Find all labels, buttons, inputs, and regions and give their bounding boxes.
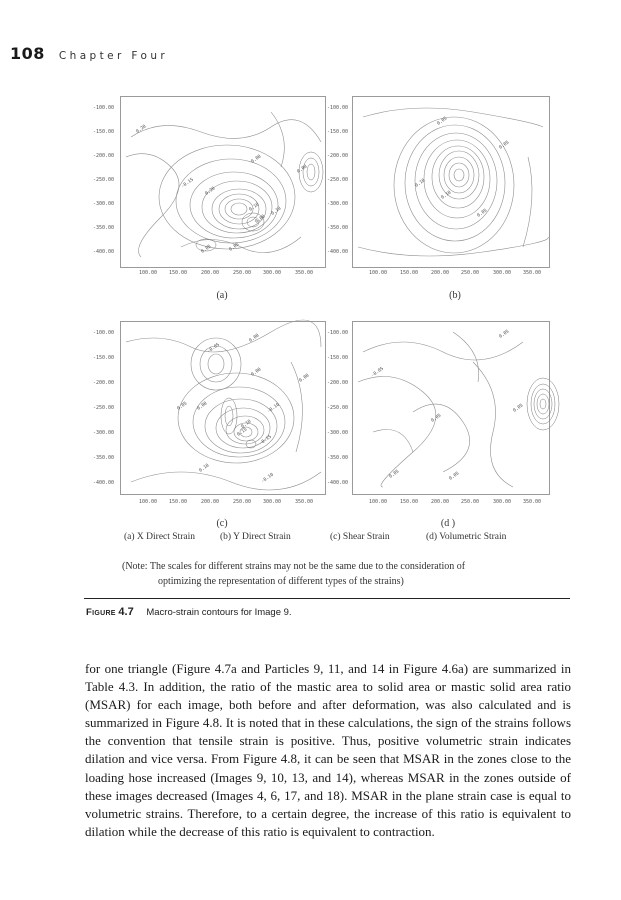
running-header: [10, 44, 168, 64]
x-tick-label: 100.00: [368, 270, 388, 276]
contour-label: 0.05: [436, 116, 449, 127]
contour-label: 0.10: [440, 190, 453, 201]
contour-plot-b: [327, 96, 550, 268]
y-tick-label: -200.00: [93, 153, 115, 159]
contour-label: 0.10: [270, 206, 283, 217]
y-tick-label: -300.00: [327, 201, 349, 207]
x-tick-label: 150.00: [399, 499, 419, 505]
y-tick-label: -250.00: [327, 405, 349, 411]
y-tick-label: -300.00: [93, 201, 115, 207]
y-tick-label: -250.00: [327, 177, 349, 183]
figure-note: [122, 559, 562, 589]
contour-label: 0.05: [200, 244, 213, 255]
contour-label: 0.20: [204, 186, 217, 197]
contour-label: 0.10: [240, 419, 253, 430]
x-tick-label: 300.00: [492, 270, 512, 276]
contour-label: -0.10: [266, 402, 281, 415]
y-tick-label: -400.00: [93, 249, 115, 255]
figure-number: 4.7: [118, 606, 134, 618]
x-tick-label: 100.00: [138, 499, 158, 505]
y-tick-label: -200.00: [93, 380, 115, 386]
x-tick-label: 100.00: [368, 499, 388, 505]
x-tick-label: 200.00: [430, 270, 450, 276]
x-axis-d: [352, 499, 548, 507]
contour-label: -0.05: [206, 342, 221, 355]
panel-caption-c: (c): [216, 518, 228, 529]
contour-label: 0.05: [228, 242, 241, 253]
contour-label: 0.10: [414, 178, 427, 189]
note-line-2: optimizing the representation of different types of the strains): [158, 576, 404, 587]
panel-caption-d: (d ): [440, 518, 456, 529]
contour-label: 0.05: [476, 208, 489, 219]
contour-label: 0.05: [512, 403, 525, 414]
y-tick-label: -100.00: [93, 105, 115, 111]
y-tick-label: -150.00: [93, 129, 115, 135]
y-tick-label: -150.00: [327, 355, 349, 361]
legend-item-a: (a) X Direct Strain: [124, 532, 195, 542]
x-tick-label: 200.00: [200, 499, 220, 505]
x-tick-label: 250.00: [232, 270, 252, 276]
figure-word: Figure: [86, 607, 116, 618]
y-tick-label: -200.00: [327, 380, 349, 386]
contour-label: 0.00: [250, 367, 263, 378]
contour-lines-c: [121, 322, 325, 494]
page-number: 108: [10, 44, 45, 63]
contour-label: 0.10: [198, 463, 211, 474]
contour-label: 0.05: [176, 401, 189, 412]
contour-label: 0.10: [248, 202, 261, 213]
x-axis-a: [120, 270, 324, 278]
x-tick-label: 150.00: [168, 270, 188, 276]
chapter-title: Chapter Four: [58, 50, 169, 62]
y-tick-label: -400.00: [93, 480, 115, 486]
y-tick-label: -400.00: [327, 249, 349, 255]
x-tick-label: 150.00: [168, 499, 188, 505]
contour-label: -0.10: [260, 472, 275, 485]
contour-label: 0.00: [296, 164, 309, 175]
y-tick-label: -100.00: [327, 330, 349, 336]
caption-rule: [84, 598, 570, 599]
contour-lines-a: [121, 97, 325, 267]
y-tick-label: -350.00: [93, 455, 115, 461]
figure-title: Macro-strain contours for Image 9.: [146, 607, 292, 618]
y-tick-label: -350.00: [327, 225, 349, 231]
y-tick-label: -100.00: [93, 330, 115, 336]
contour-label: 0.00: [298, 373, 311, 384]
y-tick-label: -350.00: [327, 455, 349, 461]
x-tick-label: 200.00: [430, 499, 450, 505]
figure-caption: [86, 606, 292, 618]
contour-label: 0.00: [254, 214, 267, 225]
y-tick-label: -400.00: [327, 480, 349, 486]
x-tick-label: 350.00: [294, 270, 314, 276]
body-paragraph: for one triangle (Figure 4.7a and Particles 9, 11, and 14 in Figure 4.6a) are summarized in Table 4.3. In addition, the ratio of the mastic area to solid area or mastic solid area ratio (MSAR) for each image, both before and after deformation, was also calculated and is summarized in Figure 4.8. It is noted that in these calculations, the sign of the strains follows the convention that tensile strain is positive. Thus, positive volumetric strain indicates dilation and vice versa. From Figure 4.8, it can be seen that MSAR in the zones close to the loading hose increased (Images 9, 10, 13, and 14), whereas MSAR in the zones outside of these images decreased (Images 4, 6, 17, and 18). MSAR in the plane strain case is equal to volumetric strains. Therefore, to a certain degree, the increase of this ratio is equivalent to dilation while the decrease of this ratio is equivalent to contraction.: [85, 661, 571, 839]
contour-label: 0.15: [236, 427, 249, 438]
note-line-1: (Note: The scales for different strains may not be the same due to the consideration of: [122, 561, 466, 572]
y-tick-label: -200.00: [327, 153, 349, 159]
x-tick-label: 250.00: [460, 270, 480, 276]
x-tick-label: 100.00: [138, 270, 158, 276]
contour-label: 0.05: [430, 413, 443, 424]
contour-label: 0.05: [388, 469, 401, 480]
y-tick-label: -150.00: [327, 129, 349, 135]
x-tick-label: 350.00: [294, 499, 314, 505]
contour-label: -0.15: [258, 434, 273, 447]
contour-plot-c: [93, 321, 326, 495]
contour-lines-b: [353, 97, 549, 267]
contour-label: 0.05: [498, 329, 511, 340]
x-tick-label: 300.00: [492, 499, 512, 505]
y-tick-label: -350.00: [93, 225, 115, 231]
x-tick-label: 300.00: [262, 270, 282, 276]
contour-label: 0.00: [196, 401, 209, 412]
x-tick-label: 200.00: [200, 270, 220, 276]
y-tick-label: -100.00: [327, 105, 349, 111]
x-tick-label: 300.00: [262, 499, 282, 505]
x-tick-label: 350.00: [522, 499, 542, 505]
y-tick-label: -150.00: [93, 355, 115, 361]
contour-label: -0.15: [180, 177, 195, 190]
panel-caption-b: (b): [449, 290, 461, 301]
contour-label: 0.05: [448, 471, 461, 482]
x-tick-label: 250.00: [460, 499, 480, 505]
panel-caption-a: (a): [216, 290, 228, 301]
x-axis-b: [352, 270, 548, 278]
contour-label: 0.05: [498, 140, 511, 151]
legend-item-b: (b) Y Direct Strain: [220, 532, 291, 542]
x-axis-c: [120, 499, 324, 507]
contour-plot-d: [327, 321, 550, 495]
y-tick-label: -250.00: [93, 177, 115, 183]
legend-item-c: (c) Shear Strain: [330, 532, 390, 542]
y-tick-label: -250.00: [93, 405, 115, 411]
contour-plot-a: [93, 96, 326, 268]
contour-label: 0.20: [135, 124, 148, 135]
y-tick-label: -300.00: [327, 430, 349, 436]
contour-label: 0.00: [248, 333, 261, 344]
x-tick-label: 150.00: [399, 270, 419, 276]
contour-label: 0.00: [250, 154, 263, 165]
legend-item-d: (d) Volumetric Strain: [426, 532, 507, 542]
x-tick-label: 250.00: [232, 499, 252, 505]
x-tick-label: 350.00: [522, 270, 542, 276]
contour-label: -0.05: [370, 366, 385, 379]
y-tick-label: -300.00: [93, 430, 115, 436]
